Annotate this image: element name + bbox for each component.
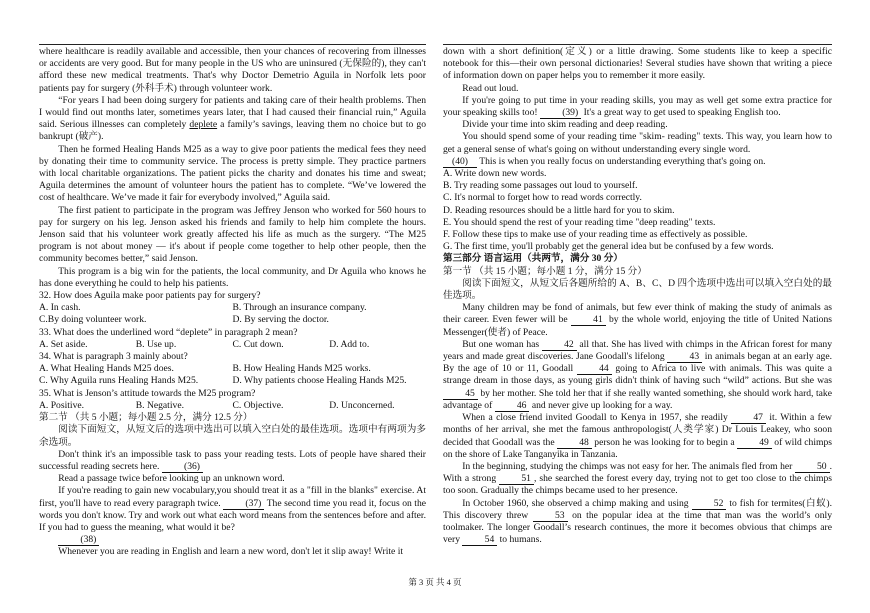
option: A. Write down new words. [443, 168, 547, 180]
question-stem: 33. What does the underlined word “deplete” in paragraph 2 mean? [39, 326, 298, 338]
cloze-text: In the beginning, studying the chimps was not easy for her. The animals fled from her [462, 460, 795, 472]
cloze-text: all that. She has lived with chimps in the African forest for many years and made great discoveries. Jane Goodall's lifelong [443, 338, 832, 363]
option: D. Why patients choose Healing Hands M25. [232, 375, 407, 387]
blank-36[interactable]: (36) [162, 461, 203, 473]
cloze-blank[interactable]: 51 [499, 473, 534, 485]
question-32 [39, 290, 426, 327]
question-stem: 32. How does Aguila make poor patients pay for surgery? [39, 290, 261, 302]
cloze-blank[interactable]: 48 [557, 437, 592, 449]
option: B. Try reading some passages out loud to yourself. [443, 180, 638, 192]
cloze-text: it. Within a few months of her arrival, she met the famous anthropologist(人类学家) Dr Louis Leakey, who soon decided that Goodall was the [443, 412, 832, 448]
passage-paragraph: Then he formed Healing Hands M25 as a way to give poor patients the medical fees they need by donating their time to community service. The process is pretty simple. They practice partners with local charitable organizations. The patient picks the charity and donates his time and sweat; Aguila determines the amount of volunteer hours the patient has to complete. “We’ve lowered the cost of healthcare. We’ve made it fair for everybody involved,” Aguila said. [39, 143, 426, 204]
cloze-text: , she searched the forest every day, trying not to get too close to the chimps too soon. Gradually the chimps became used to her presence. [443, 473, 832, 497]
option: B. Through an insurance company. [232, 302, 367, 314]
question-stem: 34. What is paragraph 3 mainly about? [39, 351, 188, 363]
question-33 [39, 327, 426, 351]
passage-paragraph [39, 485, 426, 534]
paragraph-text: The second time you read it, focus on the words you don't know. Try and work out what each word means from the sentences before and after. If you had to guess the meaning, what would it be? [39, 497, 427, 533]
paragraph-text: This is when you really focus on understanding everything that's going on. [477, 155, 766, 167]
cloze-paragraph [443, 302, 832, 339]
paragraph-text: If you're going to put time in your reading skills, you may as well get some extra practice for your speaking skills too! [443, 94, 832, 119]
top-rule-right [443, 44, 832, 45]
option: C. Cut down. [232, 338, 284, 350]
right-column [443, 46, 832, 546]
paragraph-text: “For years I had been doing surgery for patients and taking care of their health problems. Then I would find out months later, sometimes years later, that I had caused their financial ruin,” Aguila said. Serious illnesses can completely [39, 94, 426, 131]
cloze-text: to humans. [497, 534, 542, 546]
paragraph-text: It's a great way to get used to speaking English too. [581, 107, 781, 119]
paragraph-text: Don't think it's an impossible task to pass your reading tests. Lots of people have shared their successful reading secrets here. [39, 448, 426, 472]
passage-paragraph: down with a short definition(定义) or a little drawing. Some students like to keep a specific notebook for this—their own personal dictionaries! Several studies have shown that writing a piece of information down on paper helps you to remember it more easily. [443, 46, 832, 82]
cloze-text: by the whole world, enjoying the title of United Nations Messenger(使者) of Peace. [443, 314, 833, 338]
passage-paragraph [443, 95, 832, 119]
cloze-text: When a close friend invited Goodall to Kenya in 1957, she readily [462, 412, 732, 424]
option: G. The first time, you'll probably get the general idea but be confused by a few words. [443, 241, 774, 253]
option: B. Negative. [135, 399, 184, 411]
top-rule-left [39, 44, 426, 45]
question-35 [39, 388, 426, 412]
option: C.By doing volunteer work. [39, 314, 147, 326]
cloze-blank[interactable]: 42 [542, 339, 577, 351]
option: B. How Healing Hands M25 works. [232, 363, 371, 375]
cloze-blank[interactable]: 45 [443, 388, 478, 400]
cloze-blank[interactable]: 54 [462, 534, 497, 546]
option: D. Reading resources should be a little hard for you to skim. [443, 204, 675, 216]
section-instructions: 阅读下面短文，从短文后的选项中选出可以填入空白处的最佳选项。选项中有两项为多余选项。 [39, 424, 426, 448]
option: C. Objective. [232, 399, 284, 411]
option: D. Unconcerned. [329, 399, 395, 411]
option: C. It's normal to forget how to read words correctly. [443, 192, 642, 204]
option-list [39, 400, 426, 412]
cloze-text: by her mother. She told her that if she really wanted something, she should work hard, take advantage of [443, 387, 832, 411]
cloze-blank[interactable]: 47 [731, 412, 766, 424]
cloze-text: and never give up looking for a way. [529, 399, 673, 411]
cloze-paragraph [443, 412, 832, 461]
underlined-word: deplete [189, 119, 218, 131]
page-footer: 第 3 页 共 4 页 [408, 577, 462, 587]
option: F. Follow these tips to make use of your reading time as effectively as possible. [443, 229, 748, 241]
passage-paragraph: Divide your time into skim reading and deep reading. [462, 119, 668, 131]
cloze-paragraph [443, 461, 832, 498]
blank-39[interactable]: (39) [540, 107, 581, 119]
option: B. Use up. [135, 338, 177, 350]
passage-paragraph: This program is a big win for the patients, the local community, and Dr Aguila who knows he has done everything he could to help his patients. [39, 265, 426, 289]
passage-paragraph [39, 449, 426, 473]
option: A. Positive. [39, 399, 85, 411]
option: D. By serving the doctor. [232, 314, 329, 326]
passage-paragraph: Whenever you are reading in English and learn a new word, don't let it slip away! Write it [58, 546, 404, 558]
cloze-blank[interactable]: 53 [533, 510, 568, 522]
option: E. You should spend the rest of your reading time "deep reading" texts. [443, 216, 716, 228]
paragraph-text: If you're reading to gain new vocabulary,you should treat it as a "fill in the blanks" exercise. At first, you'll have to read every paragraph twice. [39, 485, 426, 509]
passage-paragraph: where healthcare is readily available and accessible, then your chances of recovering from illnesses or accidents are very good. But for many people in the US who are uninsured (无保险的), they can't afford these new medical treatments. That's why Doctor Demetrio Aguila in Norfolk lets poor patients pay for surgery (外科手术) through volunteer work. [39, 46, 426, 94]
passage-paragraph: The first patient to participate in the program was Jeffrey Jenson who worked for 560 hours to pay for surgery on his leg. Jenson asked his friends and family to help him complete the hours. Jenson said that his volunteer work greatly affected his life as much as the surgery. “The M25 program is not about money — it's about if people come together to help other people, then the community becomes better,” said Jenson. [39, 204, 426, 265]
cloze-text: in animals began at an early age. By the age of 10 or 11, Goodall [443, 351, 832, 375]
cloze-text: on the popular idea at the time that man was the world’s only toolmaker. The longer Goodall’s research continues, the more it becomes obvious that chimps are very [443, 509, 832, 546]
section-instructions: 阅读下面短文，从短文后各题所给的 A、B、C、D 四个选项中选出可以填入空白处的最佳选项。 [443, 277, 832, 302]
cloze-text: of wild chimps on the shore of Lake Tanganyika in Tanzania. [443, 436, 832, 460]
passage-paragraph [443, 156, 832, 168]
option: A. In cash. [39, 302, 81, 314]
cloze-blank[interactable]: 52 [692, 498, 727, 510]
cloze-text: Many children may be fond of animals, but few ever think of making the study of animals as their career. Even fewer will be [443, 302, 832, 326]
cloze-text: to fish for termites(白蚁). This discovery threw [443, 497, 832, 521]
passage-paragraph [39, 534, 426, 546]
cloze-paragraph [443, 498, 832, 547]
option: D. Add to. [329, 338, 370, 350]
blank-40[interactable]: (40) [443, 156, 477, 168]
option: C. Why Aguila runs Healing Hands M25. [39, 375, 199, 387]
section-title: 第二节 （共 5 小题；每小题 2.5 分，满分 12.5 分） [39, 412, 253, 424]
left-column [39, 46, 426, 559]
cloze-text: . With a strong [443, 460, 832, 485]
option: A. Set aside. [39, 338, 88, 350]
seven-choice-options [443, 168, 832, 253]
cloze-blank[interactable]: 43 [667, 351, 702, 363]
cloze-passage [443, 302, 832, 546]
option-list [39, 302, 426, 326]
passage-paragraph: Read a passage twice before looking up an unknown word. [58, 473, 285, 485]
question-stem: 35. What is Jenson’s attitude towards the M25 program? [39, 387, 256, 399]
passage-paragraph: Read out loud. [462, 82, 519, 94]
passage-paragraph: You should spend some of your reading time "skim- reading" texts. This way, you learn how to get a general sense of what's going on without understanding every single word. [443, 131, 832, 155]
cloze-text: person he was looking for to begin a [591, 436, 738, 448]
cloze-text: But one woman has [462, 338, 542, 350]
option-list [39, 363, 426, 387]
cloze-paragraph [443, 339, 832, 412]
question-34 [39, 351, 426, 388]
passage-paragraph [39, 95, 426, 144]
blank-37[interactable]: (37) [223, 498, 264, 510]
option: A. What Healing Hands M25 does. [39, 363, 174, 375]
cloze-text: going to Africa to live with animals. This was quite a strange dream in those days, as young girls didn't think of having such “wild” actions. But she was [443, 363, 832, 387]
cloze-blank[interactable]: 41 [571, 314, 606, 326]
paragraph-text: a family’s savings, leaving them no choice but to go bankrupt (破产). [39, 119, 426, 143]
cloze-blank[interactable]: 46 [495, 400, 530, 412]
blank-38[interactable]: (38) [58, 534, 99, 546]
cloze-blank[interactable]: 50 [795, 461, 830, 473]
option-list [39, 339, 426, 351]
cloze-text: In October 1960, she observed a chimp making and using [462, 497, 692, 509]
section-title: 第一节 （共 15 小题；每小题 1 分，满分 15 分） [443, 265, 647, 277]
part-title: 第三部分 语言运用（共两节，满分 30 分） [443, 253, 623, 265]
cloze-blank[interactable]: 44 [577, 363, 612, 375]
cloze-blank[interactable]: 49 [737, 437, 772, 449]
